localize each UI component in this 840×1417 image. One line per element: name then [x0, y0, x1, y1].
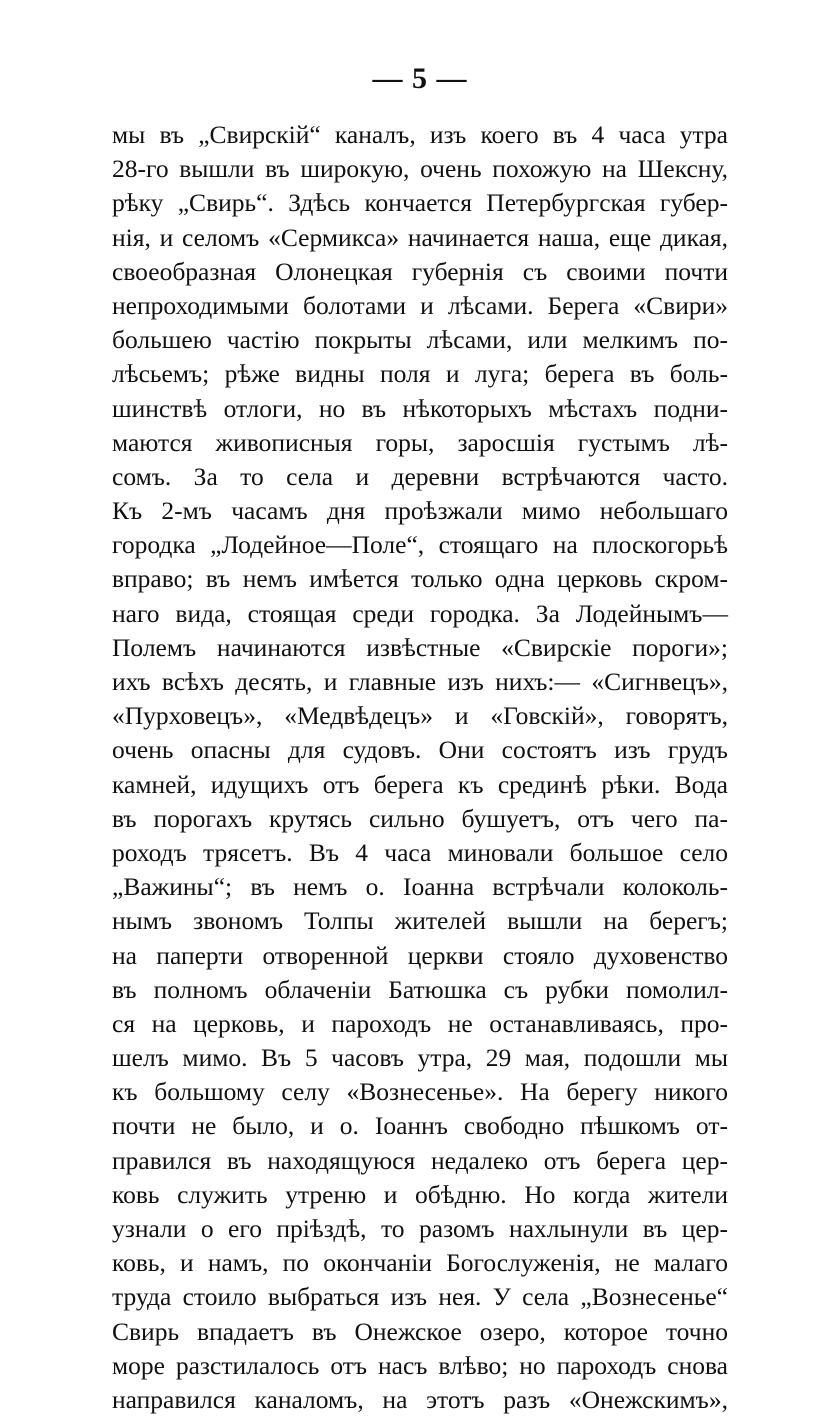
text-line: очень опасны для судовъ. Они состоятъ изъ грудъ: [112, 735, 728, 765]
text-line: „Важины“; въ немъ о. Іоанна встрѣчали колоколь-: [112, 872, 728, 902]
text-line: ихъ всѣхъ десять, и главные изъ нихъ:— «Сигнвецъ»,: [112, 667, 728, 696]
text-line: ковь служить утреню и обѣдню. Но когда жители: [112, 1179, 728, 1209]
text-line: наго вида, стоящая среди городка. За Лодейнымъ—: [112, 598, 728, 628]
text-line: роходъ трясетъ. Въ 4 часа миновали большое село: [112, 837, 728, 867]
text-line: мы въ „Свирскій“ каналъ, изъ коего въ 4 часа утра: [112, 120, 728, 149]
text-line: нія, и селомъ «Сермикса» начинается наша, еще дикая,: [112, 222, 728, 252]
text-line: ковь, и намъ, по окончаніи Богослуженія, не малаго: [112, 1248, 728, 1278]
text-line: рѣку „Свирь“. Здѣсь кончается Петербургская губер-: [112, 188, 728, 218]
text-line: шелъ мимо. Въ 5 часовъ утра, 29 мая, подошли мы: [112, 1043, 728, 1073]
text-line: направился каналомъ, на этотъ разъ «Онежскимъ»,: [112, 1384, 728, 1414]
text-line: правился въ находящуюся недалеко отъ берега цер-: [112, 1145, 728, 1175]
text-line: лѣсьемъ; рѣже видны поля и луга; берега въ боль-: [112, 359, 728, 389]
text-line: на паперти отворенной церкви стояло духовенство: [112, 940, 728, 970]
text-line: нымъ звономъ Толпы жителей вышли на берегъ;: [112, 906, 728, 936]
page-number: — 5 —: [372, 62, 468, 95]
text-line: узнали о его пріѣздѣ, то разомъ нахлынули въ цер-: [112, 1214, 728, 1243]
text-line: непроходимыми болотами и лѣсами. Берега «Свири»: [112, 290, 728, 320]
text-line: своеобразная Олонецкая губернія съ своими почти: [112, 256, 728, 286]
text-line: Полемъ начинаются извѣстные «Свирскіе пороги»;: [112, 632, 728, 662]
text-line: въ полномъ облаченіи Батюшка съ рубки помолил-: [112, 974, 728, 1004]
text-line: Свирь впадаетъ въ Онежское озеро, которое точно: [112, 1316, 728, 1346]
text-line: шинствѣ отлоги, но въ нѣкоторыхъ мѣстахъ подни-: [112, 393, 728, 423]
text-line: въ порогахъ крутясь сильно бушуетъ, отъ чего па-: [112, 803, 728, 833]
text-line: камней, идущихъ отъ берега къ срединѣ рѣки. Вода: [112, 769, 728, 799]
text-line: маются живописныя горы, заросшія густымъ лѣ-: [112, 427, 728, 457]
text-line: къ большому селу «Вознесенье». На берегу никого: [112, 1077, 728, 1107]
text-line: «Пурховецъ», «Медвѣдецъ» и «Говскій», говорятъ,: [112, 701, 728, 731]
text-line: большею частію покрыты лѣсами, или мелкимъ по-: [112, 325, 728, 355]
text-line: труда стоило выбраться изъ нея. У села „Вознесенье“: [112, 1282, 728, 1312]
text-line: сомъ. За то села и деревни встрѣчаются часто.: [112, 461, 728, 491]
text-line: Къ 2-мъ часамъ дня проѣзжали мимо небольшаго: [112, 496, 728, 526]
text-line: 28-го вышли въ широкую, очень похожую на Шексну,: [112, 154, 728, 184]
text-line: вправо; въ немъ имѣется только одна церковь скром-: [112, 564, 728, 594]
body-text: [112, 118, 728, 1417]
text-line: ся на церковь, и пароходъ не останавливаясь, про-: [112, 1008, 728, 1038]
text-line: городка „Лодейное—Поле“, стоящаго на плоскогорьѣ: [112, 530, 728, 560]
text-line: море разстилалось отъ насъ влѣво; но пароходъ снова: [112, 1350, 728, 1380]
text-line: почти не было, и о. Іоаннъ свободно пѣшкомъ от-: [112, 1111, 728, 1141]
